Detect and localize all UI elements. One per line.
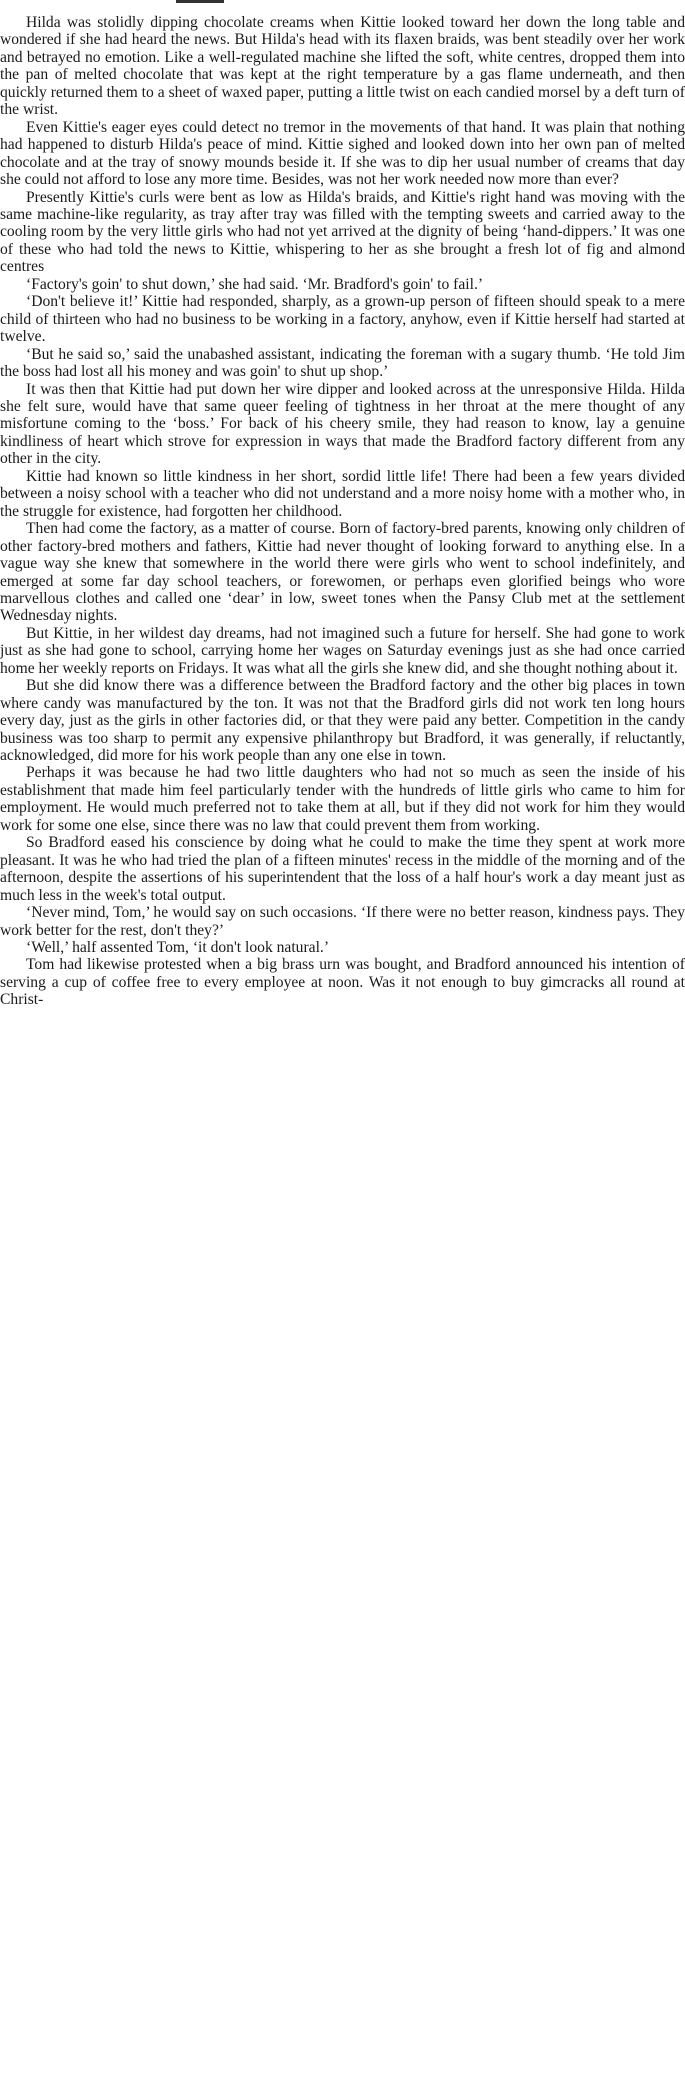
paragraph-16: Tom had likewise protested when a big brass urn was bought, and Bradford announced his intention of serving a cup of coffee free to every employee at noon. Was it not enough to buy gimcracks all round at Christ-: [0, 956, 685, 1009]
paragraph-11: But she did know there was a difference between the Bradford factory and the other big places in town where candy was manufactured by the ton. It was not that the Bradford girls did not work ten long hours every day, just as the girls in other factories did, or that they were paid any better. Competition in the candy business was too sharp to permit any expensive philanthropy but Bradford, it was generally, if reluctantly, acknowledged, did more for his work people than any one else in town.: [0, 677, 685, 765]
paragraph-15: ‘Well,’ half assented Tom, ‘it don't look natural.’: [26, 939, 330, 957]
paragraph-8: Kittie had known so little kindness in her short, sordid little life! There had been a few years divided between a noisy school with a teacher who did not understand and a more noisy home with a mother who, in the struggle for existence, had forgotten her childhood.: [0, 467, 685, 520]
paragraph-3: Presently Kittie's curls were bent as low as Hilda's braids, and Kittie's right hand was moving with the same machine-like regularity, as tray after tray was filled with the tempting sweets and carried away to the cooling room by the very little girls who had not yet arrived at the dignity of being ‘hand-dippers.’ It was one of these who had told the news to Kittie, whispering to her as she brought a fresh lot of fig and almond centres: [0, 188, 685, 276]
column-top-rule: [176, 0, 224, 3]
paragraph-6: ‘But he said so,’ said the unabashed assistant, indicating the foreman with a sugary thumb. ‘He told Jim the boss had lost all his money and was goin' to shut up shop.’: [0, 345, 685, 381]
paragraph-12: Perhaps it was because he had two little daughters who had not so much as seen the inside of his establishment that made him feel particularly tender with the hundreds of little girls who came to him for employment. He would much preferred not to take them at all, but if they did not work for him they would work for some one else, since there was no law that could prevent them from working.: [0, 764, 685, 834]
paragraph-1: Hilda was stolidly dipping chocolate creams when Kittie looked toward her down the long table and wondered if she had heard the news. But Hilda's head with its flaxen braids, was bent steadily over her work and betrayed no emotion. Like a well-regulated machine she lifted the soft, white centres, dropped them into the pan of melted chocolate that was kept at the right temperature by a gas flame underneath, and then quickly returned them to a sheet of waxed paper, putting a little twist on each candied morsel by a deft turn of the wrist.: [0, 14, 685, 119]
paragraph-5: ‘Don't believe it!’ Kittie had responded, sharply, as a grown-up person of fifteen should speak to a mere child of thirteen who had no business to be working in a factory, anyhow, even if Kittie herself had started at twelve.: [0, 293, 685, 346]
paragraph-9: Then had come the factory, as a matter of course. Born of factory-bred parents, knowing only children of other factory-bred mothers and fathers, Kittie had never thought of looking forward to anything else. In a vague way she knew that somewhere in the world there were girls who went to school indefinitely, and emerged at some far day school teachers, or forewomen, or perhaps even glorified beings who wore marvellous clothes and called one ‘dear’ in low, sweet tones when the Pansy Club met at the settlement Wednesday nights.: [0, 520, 685, 625]
paragraph-14: ‘Never mind, Tom,’ he would say on such occasions. ‘If there were no better reason, kindness pays. They work better for the rest, don't they?’: [0, 904, 685, 939]
article-body: [0, 14, 685, 1009]
paragraph-2: Even Kittie's eager eyes could detect no tremor in the movements of that hand. It was plain that nothing had happened to disturb Hilda's peace of mind. Kittie sighed and looked down into her own pan of melted chocolate and at the tray of snowy mounds beside it. If she was to dip her usual number of creams that day she could not afford to lose any more time. Besides, was not her work needed now more than ever?: [0, 118, 685, 189]
paragraph-4: ‘Factory's goin' to shut down,’ she had said. ‘Mr. Bradford's goin' to fail.’: [26, 275, 484, 293]
paragraph-7: It was then that Kittie had put down her wire dipper and looked across at the unresponsive Hilda. Hilda she felt sure, would have that same queer feeling of tightness in her throat at the mere thought of any misfortune coming to the ‘boss.’ For back of his cheery smile, they had reason to know, lay a genuine kindliness of heart which strove for expression in ways that made the Bradford factory different from any other in the city.: [0, 380, 685, 468]
paragraph-10: But Kittie, in her wildest day dreams, had not imagined such a future for herself. She had gone to work just as she had gone to school, carrying home her wages on Saturday evenings just as she had once carried home her weekly reports on Fridays. It was what all the girls she knew did, and she thought nothing about it.: [0, 624, 685, 677]
paragraph-13: So Bradford eased his conscience by doing what he could to make the time they spent at work more pleasant. It was he who had tried the plan of a fifteen minutes' recess in the middle of the morning and of the afternoon, despite the assertions of his superintendent that the loss of a half hour's work a day meant just as much less in the week's total output.: [0, 834, 685, 904]
